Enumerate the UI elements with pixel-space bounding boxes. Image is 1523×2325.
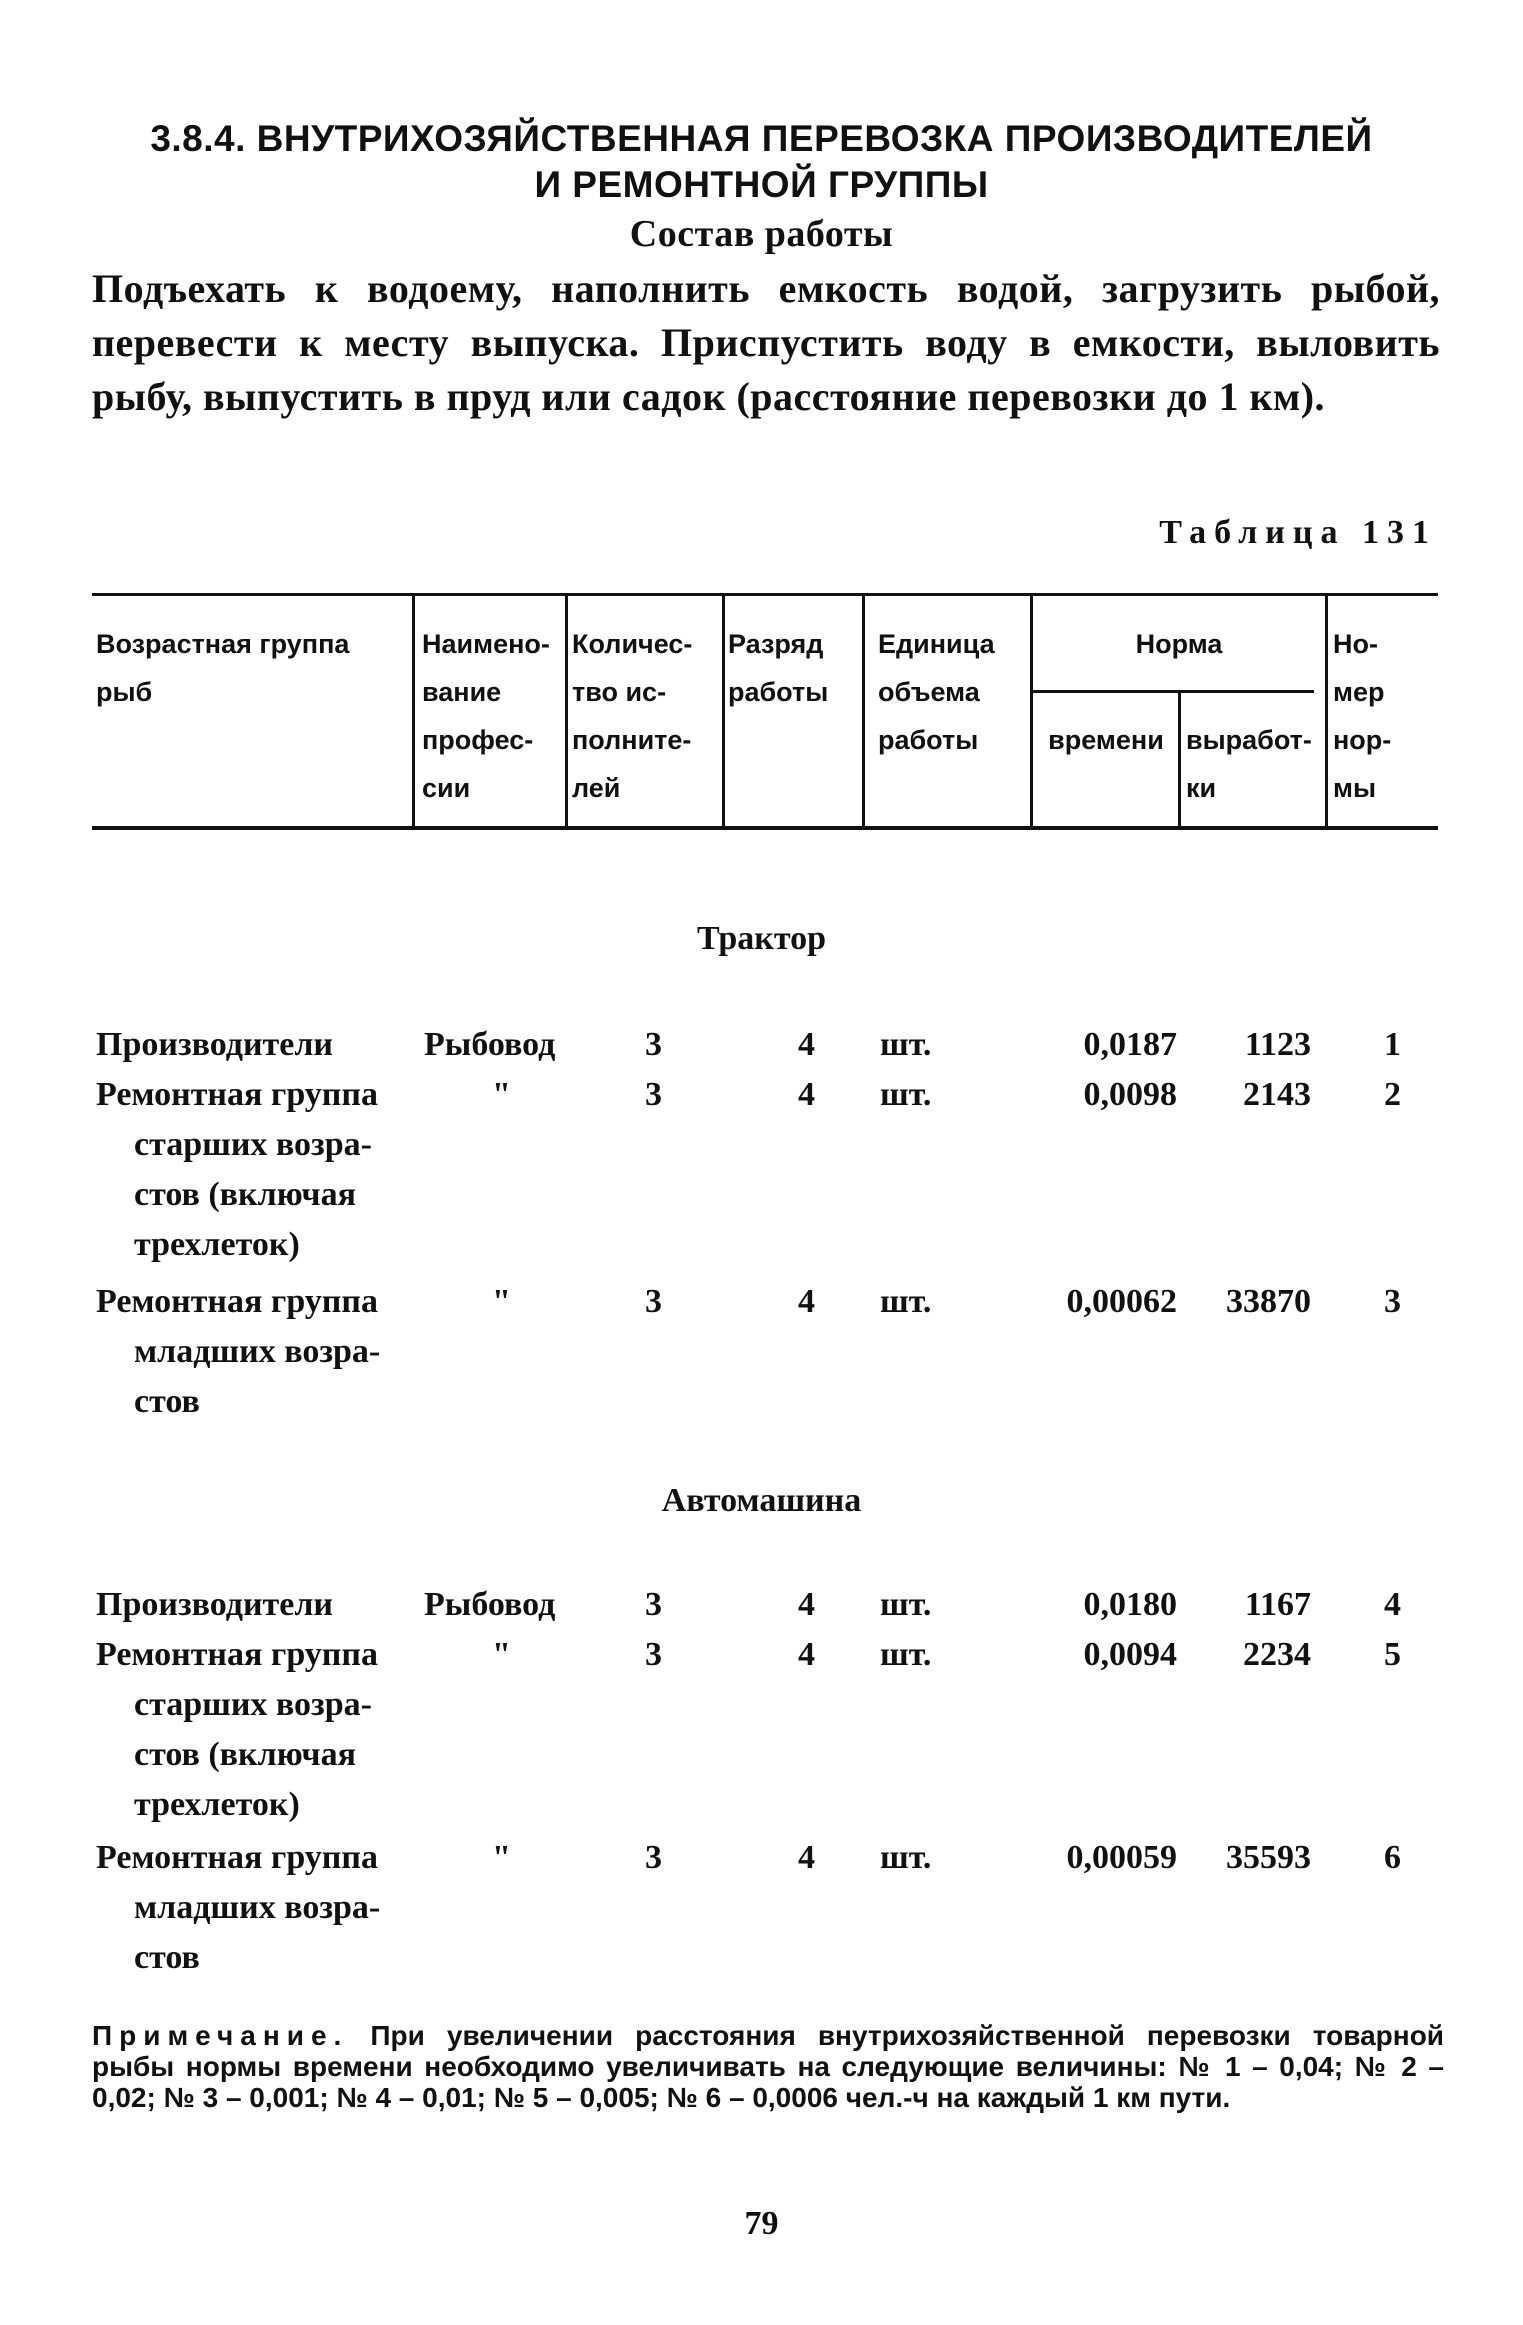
row-norm-number: 4 [1384,1586,1401,1623]
section-title-truck: Автомашина [661,1482,862,1519]
row-group: Ремонтная группа младших возра- стов [96,1839,381,1976]
row-unit: шт. [880,1839,932,1876]
row-norm-output: 1167 [1244,1586,1311,1623]
row-grade: 4 [798,1636,815,1673]
header-top-rule [92,593,1438,596]
column-header-group: Возрастная группа рыб [96,629,350,707]
header-divider [412,596,415,826]
row-profession-ditto: " [492,1283,511,1320]
row-norm-number: 5 [1384,1636,1401,1673]
table-label: Таблица 131 [1159,514,1437,551]
header-divider [1178,692,1181,826]
row-norm-number: 2 [1384,1076,1401,1113]
row-count: 3 [645,1283,662,1320]
row-grade: 4 [798,1586,815,1623]
row-group: Ремонтная группа старших возра- стов (включая трехлеток) [96,1636,378,1823]
row-count: 3 [645,1076,662,1113]
row-norm-time: 0,0180 [1083,1586,1177,1623]
row-norm-output: 1123 [1244,1026,1311,1063]
row-profession: Рыбовод [424,1586,556,1623]
row-profession: Рыбовод [424,1026,556,1063]
column-header-norm-output: выработ-ки [1186,725,1312,803]
row-unit: шт. [880,1026,932,1063]
row-grade: 4 [798,1283,815,1320]
row-norm-output: 35593 [1226,1839,1311,1876]
row-count: 3 [645,1636,662,1673]
row-group: Производители [96,1026,334,1063]
footnote-label: Примечание. [92,2020,349,2051]
row-profession-ditto: " [492,1839,511,1876]
row-norm-number: 3 [1384,1283,1401,1320]
row-unit: шт. [880,1636,932,1673]
row-group: Ремонтная группа старших возра- стов (включая трехлеток) [96,1076,378,1263]
row-group: Производители [96,1586,334,1623]
work-composition-heading: Состав работы [629,213,894,255]
column-header-count: Количес-тво ис-полните-лей [572,629,693,803]
column-header-norm-time: времени [1048,725,1164,755]
row-profession-ditto: " [492,1076,511,1113]
header-bottom-rule [92,826,1438,830]
section-title: 3.8.4. ВНУТРИХОЗЯЙСТВЕННАЯ ПЕРЕВОЗКА ПРОИЗВОДИТЕЛЕЙ [150,118,1373,159]
column-header-unit: Единица объема работы [878,629,995,755]
header-divider [565,596,568,826]
row-norm-time: 0,00062 [1066,1283,1177,1320]
column-header-norm-number: Но-мер нор-мы [1333,629,1392,803]
row-count: 3 [645,1586,662,1623]
work-description: Подъехать к водоему, наполнить емкость водой, загрузить рыбой, перевести к месту выпуска. Приспустить воду в емкости, выловить рыбу, выпустить в пруд или садок (расстояние перевозки до 1 км). [92,266,1440,419]
row-norm-number: 1 [1384,1026,1401,1063]
row-grade: 4 [798,1839,815,1876]
row-norm-output: 2234 [1243,1636,1311,1673]
header-divider [722,596,725,826]
row-norm-time: 0,0094 [1083,1636,1177,1673]
section-title-tractor: Трактор [696,920,827,957]
row-unit: шт. [880,1586,932,1623]
row-profession-ditto: " [492,1636,511,1673]
row-count: 3 [645,1026,662,1063]
row-group: Ремонтная группа младших возра- стов [96,1283,381,1420]
page-number: 79 [744,2205,779,2242]
section-title-continued: И РЕМОНТНОЙ ГРУППЫ [534,164,989,205]
row-grade: 4 [798,1026,815,1063]
column-header-profession: Наимено-вание профес-сии [422,629,550,803]
header-divider [862,596,865,826]
row-count: 3 [645,1839,662,1876]
row-norm-time: 0,0098 [1083,1076,1177,1113]
norm-split-rule [1032,690,1314,693]
footnote [92,2020,1444,2113]
row-unit: шт. [880,1076,932,1113]
row-unit: шт. [880,1283,932,1320]
column-header-grade: Разряд работы [728,629,829,707]
row-norm-time: 0,0187 [1083,1026,1177,1063]
footnote-text: При увеличении расстояния внутрихозяйственной перевозки товарной рыбы нормы времени необходимо увеличивать на следующие величины: № 1 – 0,04; № 2 – 0,02; № 3 – 0,001; № 4 – 0,01; № 5 – 0,005; № 6 – 0,0006 чел.-ч на каждый 1 км пути. [92,2020,1445,2113]
row-norm-output: 33870 [1226,1283,1311,1320]
column-header-norm: Норма [1135,629,1223,659]
row-norm-time: 0,00059 [1066,1839,1177,1876]
row-grade: 4 [798,1076,815,1113]
row-norm-output: 2143 [1243,1076,1311,1113]
row-norm-number: 6 [1384,1839,1401,1876]
